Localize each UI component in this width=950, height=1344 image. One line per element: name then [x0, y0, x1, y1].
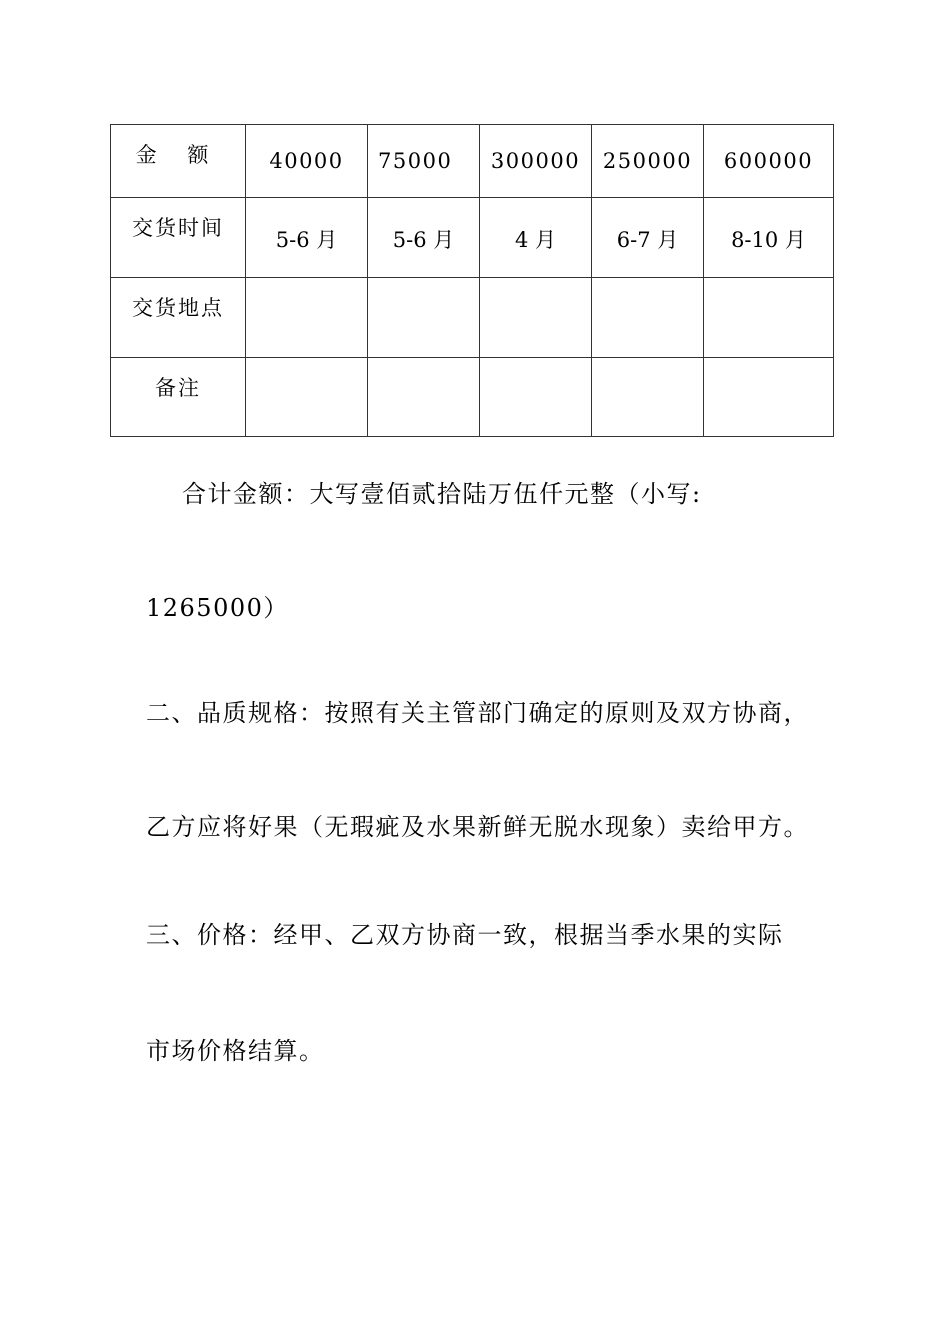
- table-cell: [592, 125, 704, 198]
- table-cell: [246, 198, 368, 278]
- table-cell: [480, 358, 592, 437]
- table-row-delivery-time: [111, 198, 834, 278]
- delivery-time-value: 4 月: [514, 228, 557, 252]
- table-cell: [480, 125, 592, 198]
- table-cell: [704, 358, 834, 437]
- table-cell: [480, 198, 592, 278]
- row-label-cell: [111, 125, 246, 198]
- price-clause-line: 市场价格结算。: [146, 1037, 325, 1065]
- table-cell: [592, 358, 704, 437]
- table-cell: [368, 125, 480, 198]
- row-label-remarks: 备注: [155, 376, 201, 400]
- table-cell: [704, 198, 834, 278]
- table-row-delivery-place: [111, 278, 834, 358]
- table-cell: [592, 198, 704, 278]
- row-label-amount: 金 额: [135, 143, 221, 167]
- table-row-remarks: [111, 358, 834, 437]
- table-cell: [368, 198, 480, 278]
- amount-value: 40000: [269, 149, 344, 173]
- delivery-time-value: 6-7 月: [616, 228, 679, 252]
- row-label-cell: [111, 358, 246, 437]
- table-cell: [704, 125, 834, 198]
- row-label-delivery-place: 交货地点: [132, 296, 224, 320]
- amount-value: 75000: [378, 149, 453, 173]
- row-label-cell: [111, 278, 246, 358]
- delivery-time-value: 5-6 月: [275, 228, 338, 252]
- order-table: [110, 124, 834, 437]
- table-cell: [368, 358, 480, 437]
- quality-spec-line: 乙方应将好果（无瑕疵及水果新鲜无脱水现象）卖给甲方。: [146, 813, 809, 841]
- delivery-time-value: 5-6 月: [392, 228, 455, 252]
- amount-value: 250000: [602, 149, 693, 173]
- amount-value: 300000: [490, 149, 581, 173]
- quality-spec-line: 二、品质规格：按照有关主管部门确定的原则及双方协商，: [146, 699, 809, 727]
- total-amount-line: 合计金额：大写壹佰贰拾陆万伍仟元整（小写:: [182, 480, 702, 508]
- total-amount-numeric: 1265000）: [146, 594, 289, 622]
- table-cell: [246, 278, 368, 358]
- table-cell: [246, 358, 368, 437]
- amount-value: 600000: [723, 149, 814, 173]
- table-cell: [704, 278, 834, 358]
- row-label-delivery-time: 交货时间: [132, 216, 224, 240]
- row-label-cell: [111, 198, 246, 278]
- table-cell: [368, 278, 480, 358]
- table-row-amount: [111, 125, 834, 198]
- price-clause-line: 三、价格：经甲、乙双方协商一致，根据当季水果的实际: [146, 921, 784, 949]
- table-cell: [246, 125, 368, 198]
- table-cell: [480, 278, 592, 358]
- table-cell: [592, 278, 704, 358]
- delivery-time-value: 8-10 月: [731, 228, 806, 252]
